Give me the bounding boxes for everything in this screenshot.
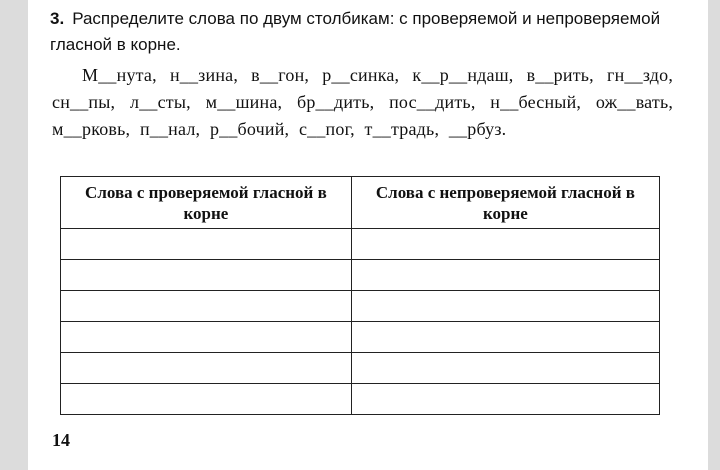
word-item: п__нал, bbox=[139, 119, 201, 139]
answer-cell-unchecked[interactable] bbox=[351, 291, 659, 322]
word-item: л__сты, bbox=[130, 92, 191, 112]
answer-cell-unchecked[interactable] bbox=[351, 384, 659, 415]
word-item: в__рить, bbox=[526, 65, 594, 85]
answer-cell-checked[interactable] bbox=[61, 322, 352, 353]
word-item: сн__пы, bbox=[52, 92, 116, 112]
word-item: м__рковь, bbox=[52, 119, 131, 139]
answer-cell-unchecked[interactable] bbox=[351, 322, 659, 353]
word-item: с__пог, bbox=[298, 119, 355, 139]
task-text: Распределите слова по двум столбикам: с проверяемой и непроверяемой гласной в корне. bbox=[50, 9, 661, 54]
task-instruction bbox=[50, 6, 680, 58]
answer-cell-unchecked[interactable] bbox=[351, 229, 659, 260]
table-row bbox=[61, 260, 660, 291]
word-item: н__зина, bbox=[169, 65, 239, 85]
word-item: р__бочий, bbox=[209, 119, 290, 139]
word-item: м__шина, bbox=[205, 92, 283, 112]
answer-cell-unchecked[interactable] bbox=[351, 353, 659, 384]
word-item: гн__здо, bbox=[607, 65, 674, 85]
word-item: ож__вать, bbox=[595, 92, 674, 112]
word-item: т__традь, bbox=[364, 119, 440, 139]
workbook-page bbox=[28, 0, 708, 470]
word-item: бр__дить, bbox=[297, 92, 375, 112]
word-item: н__бесный, bbox=[490, 92, 582, 112]
word-item: к__р__ндаш, bbox=[412, 65, 514, 85]
word-item: р__синка, bbox=[322, 65, 400, 85]
task-number: 3. bbox=[50, 9, 65, 28]
table-row bbox=[61, 322, 660, 353]
word-item: __рбуз. bbox=[448, 119, 507, 139]
answer-cell-unchecked[interactable] bbox=[351, 260, 659, 291]
header-unchecked-vowel: Слова с непроверяемой гласной в корне bbox=[351, 177, 659, 229]
table-row bbox=[61, 291, 660, 322]
answer-cell-checked[interactable] bbox=[61, 260, 352, 291]
answer-table-body bbox=[61, 229, 660, 415]
word-item: М__нута, bbox=[82, 65, 157, 85]
word-list bbox=[52, 62, 678, 143]
answer-table bbox=[60, 176, 660, 415]
answer-cell-checked[interactable] bbox=[61, 353, 352, 384]
table-row bbox=[61, 384, 660, 415]
table-row bbox=[61, 353, 660, 384]
header-checked-vowel: Слова с проверяемой гласной в корне bbox=[61, 177, 352, 229]
table-row bbox=[61, 229, 660, 260]
word-item: пос__дить, bbox=[389, 92, 476, 112]
answer-cell-checked[interactable] bbox=[61, 229, 352, 260]
page-number: 14 bbox=[52, 430, 70, 450]
table-header-row bbox=[61, 177, 660, 229]
answer-cell-checked[interactable] bbox=[61, 384, 352, 415]
answer-cell-checked[interactable] bbox=[61, 291, 352, 322]
word-item: в__гон, bbox=[251, 65, 310, 85]
